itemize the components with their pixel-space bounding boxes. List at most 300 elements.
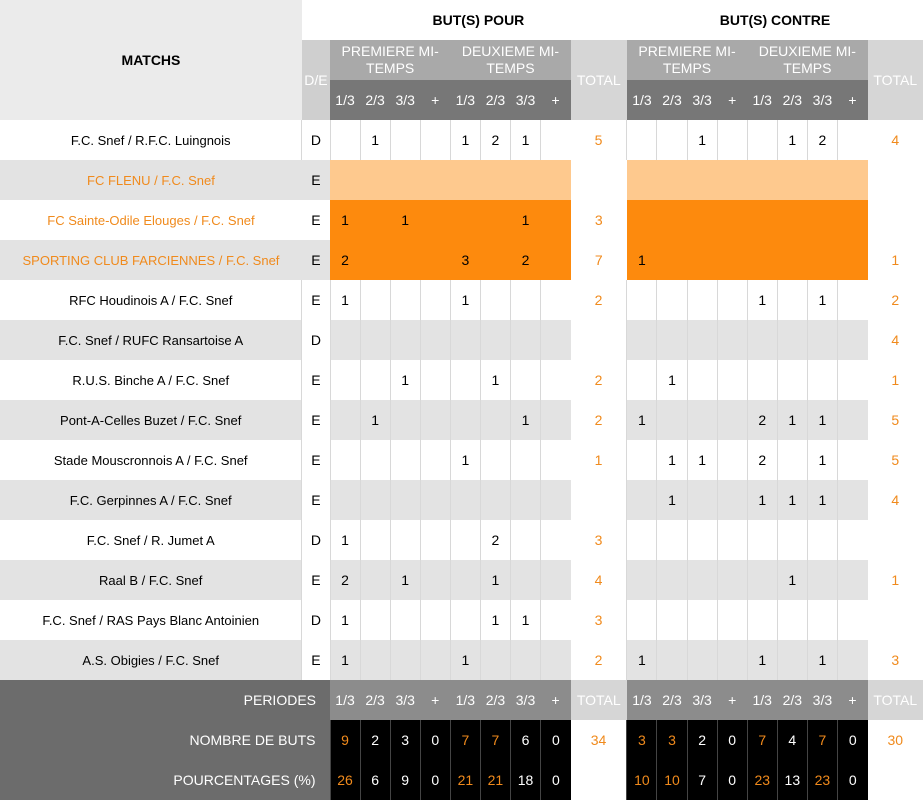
goals-against-total: 3 — [868, 640, 923, 680]
goals-against-cell: 1 — [657, 480, 687, 520]
contre-title: BUT(S) CONTRE — [627, 0, 923, 40]
goals-against-cell — [777, 360, 807, 400]
summary-value: 7 — [747, 720, 777, 760]
goals-against-cell — [657, 200, 687, 240]
goals-against-cell — [687, 600, 717, 640]
goals-for-cell — [510, 320, 540, 360]
goals-for-cell — [390, 600, 420, 640]
period-label: 3/3 — [807, 680, 837, 720]
home-away-flag: E — [302, 360, 330, 400]
goals-against-cell — [657, 240, 687, 280]
goals-against-cell: 2 — [747, 400, 777, 440]
goals-against-cell — [717, 280, 747, 320]
match-name: F.C. Snef / RUFC Ransartoise A — [0, 320, 302, 360]
goals-against-cell: 1 — [627, 400, 657, 440]
goals-for-cell — [480, 160, 510, 200]
match-name: FC FLENU / F.C. Snef — [0, 160, 302, 200]
table-row — [0, 320, 923, 360]
period-label: + — [717, 680, 747, 720]
goals-against-cell — [717, 320, 747, 360]
summary-total-label: TOTAL — [571, 680, 627, 720]
table-row — [0, 520, 923, 560]
goals-against-cell — [657, 320, 687, 360]
period-label: 1/3 — [627, 680, 657, 720]
summary-value: 0 — [420, 720, 450, 760]
home-away-flag: E — [302, 400, 330, 440]
goals-for-cell — [330, 400, 360, 440]
goals-against-cell — [717, 480, 747, 520]
goals-against-cell: 1 — [687, 120, 717, 160]
goals-against-cell: 2 — [807, 120, 837, 160]
home-away-flag: E — [302, 240, 330, 280]
summary-row — [0, 720, 923, 760]
summary-value: 6 — [360, 760, 390, 800]
goals-for-total: 5 — [571, 120, 627, 160]
summary-total: 34 — [571, 720, 627, 760]
table-row — [0, 400, 923, 440]
goals-against-total: 1 — [868, 360, 923, 400]
goals-for-cell — [480, 320, 510, 360]
summary-value: 21 — [480, 760, 510, 800]
summary-value: 26 — [330, 760, 360, 800]
goals-against-cell — [627, 120, 657, 160]
goals-for-cell — [420, 400, 450, 440]
goals-for-cell: 1 — [360, 120, 390, 160]
goals-for-cell — [510, 520, 540, 560]
goals-for-cell: 1 — [510, 400, 540, 440]
summary-value: 2 — [360, 720, 390, 760]
goals-for-cell — [360, 600, 390, 640]
goals-against-cell — [717, 440, 747, 480]
goals-for-cell — [360, 280, 390, 320]
period-header: 1/3 — [330, 80, 360, 120]
goals-for-cell — [480, 240, 510, 280]
goals-against-cell — [807, 160, 837, 200]
goals-against-cell — [717, 240, 747, 280]
goals-for-cell: 1 — [360, 400, 390, 440]
goals-against-cell — [807, 600, 837, 640]
goals-for-cell — [420, 440, 450, 480]
period-header: 1/3 — [627, 80, 657, 120]
goals-for-cell — [450, 320, 480, 360]
goals-for-cell — [510, 160, 540, 200]
goals-for-cell — [541, 600, 571, 640]
goals-against-cell: 1 — [627, 640, 657, 680]
goals-against-cell — [717, 400, 747, 440]
goals-for-cell: 1 — [450, 280, 480, 320]
goals-against-cell — [747, 240, 777, 280]
goals-for-cell — [541, 400, 571, 440]
summary-value: 13 — [777, 760, 807, 800]
home-away-flag: E — [302, 160, 330, 200]
goals-for-cell — [420, 240, 450, 280]
period-header: 2/3 — [657, 80, 687, 120]
period-label: 1/3 — [450, 680, 480, 720]
table-row — [0, 600, 923, 640]
period-header: + — [837, 80, 867, 120]
goals-for-cell — [360, 440, 390, 480]
home-away-flag: E — [302, 640, 330, 680]
goals-for-cell — [541, 120, 571, 160]
summary-value: 0 — [541, 760, 571, 800]
period-label: 2/3 — [360, 680, 390, 720]
goals-for-cell — [541, 160, 571, 200]
summary-value: 7 — [807, 720, 837, 760]
goals-for-cell: 2 — [480, 120, 510, 160]
goals-against-cell — [687, 240, 717, 280]
table-row — [0, 360, 923, 400]
goals-against-cell: 1 — [657, 360, 687, 400]
goals-against-cell — [777, 640, 807, 680]
goals-for-cell — [390, 440, 420, 480]
goals-for-cell — [541, 480, 571, 520]
goals-for-cell: 1 — [390, 200, 420, 240]
goals-for-cell — [420, 360, 450, 400]
goals-against-cell — [717, 360, 747, 400]
goals-against-cell: 1 — [807, 280, 837, 320]
summary-total — [868, 760, 923, 800]
table-row — [0, 560, 923, 600]
table-row — [0, 200, 923, 240]
goals-for-cell — [420, 560, 450, 600]
goals-for-cell — [390, 240, 420, 280]
goals-against-cell — [837, 560, 867, 600]
goals-against-cell — [747, 520, 777, 560]
goals-against-cell — [837, 200, 867, 240]
match-name: A.S. Obigies / F.C. Snef — [0, 640, 302, 680]
goals-for-cell: 1 — [450, 120, 480, 160]
goals-against-cell — [747, 160, 777, 200]
summary-value: 7 — [450, 720, 480, 760]
goals-for-cell — [510, 280, 540, 320]
goals-against-cell: 1 — [657, 440, 687, 480]
goals-against-cell — [687, 480, 717, 520]
goals-against-cell — [837, 160, 867, 200]
goals-for-cell: 1 — [330, 640, 360, 680]
goals-against-cell: 2 — [747, 440, 777, 480]
goals-against-cell: 1 — [777, 400, 807, 440]
goals-against-cell — [807, 240, 837, 280]
goals-against-cell — [777, 320, 807, 360]
goals-for-cell: 1 — [330, 520, 360, 560]
goals-for-cell: 1 — [510, 600, 540, 640]
goals-for-cell — [360, 640, 390, 680]
goals-against-total: 4 — [868, 120, 923, 160]
goals-for-cell — [390, 320, 420, 360]
goals-for-cell — [450, 200, 480, 240]
goals-for-cell — [330, 360, 360, 400]
goals-against-cell — [837, 280, 867, 320]
goals-against-total: 1 — [868, 560, 923, 600]
pour-second-half-header: DEUXIEME MI-TEMPS — [450, 40, 570, 80]
goals-for-cell — [420, 480, 450, 520]
goals-against-cell — [807, 520, 837, 560]
goals-against-cell: 1 — [807, 640, 837, 680]
goals-against-cell — [747, 560, 777, 600]
period-label: + — [420, 680, 450, 720]
summary-value: 3 — [627, 720, 657, 760]
period-label: 3/3 — [687, 680, 717, 720]
summary-value: 0 — [837, 760, 867, 800]
goals-against-cell — [807, 560, 837, 600]
period-label: 2/3 — [777, 680, 807, 720]
goals-for-cell — [541, 320, 571, 360]
home-away-flag: D — [302, 320, 330, 360]
goals-against-cell — [717, 120, 747, 160]
goals-against-cell — [687, 360, 717, 400]
goals-against-cell — [627, 360, 657, 400]
goals-for-cell — [541, 640, 571, 680]
goals-against-cell: 1 — [807, 440, 837, 480]
goals-for-cell — [420, 160, 450, 200]
goals-for-cell — [420, 520, 450, 560]
goals-against-cell — [837, 440, 867, 480]
goals-for-cell — [360, 200, 390, 240]
summary-value: 0 — [717, 760, 747, 800]
contre-second-half-header: DEUXIEME MI-TEMPS — [747, 40, 867, 80]
home-away-flag: D — [302, 600, 330, 640]
goals-against-total: 4 — [868, 320, 923, 360]
de-header: D/E — [302, 40, 330, 120]
match-name: RFC Houdinois A / F.C. Snef — [0, 280, 302, 320]
table-row — [0, 120, 923, 160]
match-name: F.C. Gerpinnes A / F.C. Snef — [0, 480, 302, 520]
goals-against-cell: 1 — [687, 440, 717, 480]
match-name: FC Sainte-Odile Elouges / F.C. Snef — [0, 200, 302, 240]
goals-for-total — [571, 160, 627, 200]
goals-against-cell: 1 — [807, 400, 837, 440]
table-row — [0, 240, 923, 280]
summary-total — [571, 760, 627, 800]
goals-for-cell — [330, 440, 360, 480]
period-label: 3/3 — [390, 680, 420, 720]
goals-against-cell — [657, 560, 687, 600]
summary-value: 2 — [687, 720, 717, 760]
pour-title: BUT(S) POUR — [302, 0, 627, 40]
goals-for-cell: 1 — [480, 360, 510, 400]
match-name: Stade Mouscronnois A / F.C. Snef — [0, 440, 302, 480]
home-away-flag: E — [302, 480, 330, 520]
goals-for-cell — [480, 280, 510, 320]
goals-for-cell — [420, 600, 450, 640]
goals-for-cell — [450, 600, 480, 640]
goals-for-cell: 1 — [330, 200, 360, 240]
summary-value: 7 — [687, 760, 717, 800]
goals-for-cell: 3 — [450, 240, 480, 280]
goals-against-total: 1 — [868, 240, 923, 280]
goals-against-cell — [837, 120, 867, 160]
goals-for-cell — [450, 400, 480, 440]
goals-for-cell — [541, 520, 571, 560]
goals-against-cell — [807, 320, 837, 360]
goals-for-total: 3 — [571, 600, 627, 640]
match-name: SPORTING CLUB FARCIENNES / F.C. Snef — [0, 240, 302, 280]
goals-for-total: 4 — [571, 560, 627, 600]
goals-for-cell — [541, 560, 571, 600]
home-away-flag: D — [302, 120, 330, 160]
summary-value: 0 — [541, 720, 571, 760]
goals-against-cell: 1 — [777, 480, 807, 520]
summary-total: 30 — [868, 720, 923, 760]
goals-for-cell: 1 — [450, 640, 480, 680]
goals-for-cell — [360, 360, 390, 400]
goals-against-cell — [747, 200, 777, 240]
goals-for-total — [571, 320, 627, 360]
goals-for-cell: 1 — [480, 560, 510, 600]
goals-for-total: 1 — [571, 440, 627, 480]
summary-value: 6 — [510, 720, 540, 760]
goals-for-cell: 2 — [480, 520, 510, 560]
goals-against-cell — [837, 520, 867, 560]
goals-against-cell — [687, 200, 717, 240]
goals-against-cell — [687, 520, 717, 560]
goals-for-cell — [510, 560, 540, 600]
goals-for-cell — [390, 400, 420, 440]
period-header: 3/3 — [510, 80, 540, 120]
goals-against-cell — [627, 520, 657, 560]
goals-against-cell — [777, 600, 807, 640]
goals-against-cell — [837, 320, 867, 360]
summary-value: 4 — [777, 720, 807, 760]
goals-for-cell — [390, 280, 420, 320]
goals-against-cell: 1 — [747, 640, 777, 680]
pour-total-header: TOTAL — [571, 40, 627, 120]
goals-against-cell: 1 — [747, 480, 777, 520]
goals-against-cell — [687, 640, 717, 680]
home-away-flag: D — [302, 520, 330, 560]
goals-against-cell — [747, 600, 777, 640]
table-row — [0, 640, 923, 680]
goals-for-cell — [360, 480, 390, 520]
match-name: F.C. Snef / R. Jumet A — [0, 520, 302, 560]
table-row — [0, 440, 923, 480]
goals-for-cell: 1 — [510, 120, 540, 160]
goals-against-cell — [807, 200, 837, 240]
goals-for-cell — [541, 440, 571, 480]
goals-for-total: 2 — [571, 640, 627, 680]
summary-total-label: TOTAL — [868, 680, 923, 720]
home-away-flag: E — [302, 560, 330, 600]
goals-for-cell — [480, 440, 510, 480]
summary-label: PERIODES — [0, 680, 330, 720]
goals-for-cell — [450, 560, 480, 600]
goals-for-cell — [390, 520, 420, 560]
period-header: 1/3 — [450, 80, 480, 120]
match-name: R.U.S. Binche A / F.C. Snef — [0, 360, 302, 400]
goals-for-cell: 1 — [390, 560, 420, 600]
table-row — [0, 280, 923, 320]
goals-against-cell — [657, 280, 687, 320]
period-label: 3/3 — [510, 680, 540, 720]
goals-against-cell — [837, 360, 867, 400]
summary-value: 18 — [510, 760, 540, 800]
goals-for-total: 2 — [571, 400, 627, 440]
goals-against-cell — [657, 120, 687, 160]
goals-for-cell — [360, 320, 390, 360]
home-away-flag: E — [302, 440, 330, 480]
goals-for-cell — [420, 200, 450, 240]
period-header: 1/3 — [747, 80, 777, 120]
goals-for-cell — [360, 240, 390, 280]
summary-value: 23 — [807, 760, 837, 800]
goals-for-cell — [420, 280, 450, 320]
home-away-flag: E — [302, 280, 330, 320]
goals-for-cell — [480, 480, 510, 520]
goals-against-total: 5 — [868, 440, 923, 480]
goals-against-cell — [657, 400, 687, 440]
goals-against-cell — [837, 640, 867, 680]
summary-value: 0 — [420, 760, 450, 800]
summary-value: 3 — [657, 720, 687, 760]
goals-for-cell: 1 — [480, 600, 510, 640]
goals-for-cell — [330, 320, 360, 360]
match-name: Pont-A-Celles Buzet / F.C. Snef — [0, 400, 302, 440]
table-row — [0, 480, 923, 520]
matchs-header: MATCHS — [0, 0, 302, 120]
goals-against-cell — [837, 480, 867, 520]
period-header: + — [541, 80, 571, 120]
goals-for-cell — [541, 240, 571, 280]
goals-against-cell — [777, 160, 807, 200]
goals-for-cell: 1 — [390, 360, 420, 400]
goals-for-cell — [360, 520, 390, 560]
goals-against-cell: 1 — [777, 120, 807, 160]
goals-against-cell — [717, 560, 747, 600]
summary-value: 10 — [657, 760, 687, 800]
goals-for-total: 2 — [571, 280, 627, 320]
match-name: F.C. Snef / R.F.C. Luingnois — [0, 120, 302, 160]
goals-against-cell — [687, 560, 717, 600]
period-header: 2/3 — [360, 80, 390, 120]
goals-for-cell — [390, 480, 420, 520]
period-label: 1/3 — [747, 680, 777, 720]
goals-against-cell — [747, 120, 777, 160]
summary-value: 23 — [747, 760, 777, 800]
goals-for-cell — [480, 640, 510, 680]
goals-against-cell — [687, 280, 717, 320]
summary-value: 9 — [390, 760, 420, 800]
period-label: 1/3 — [330, 680, 360, 720]
goals-for-cell — [360, 160, 390, 200]
goals-against-cell — [807, 360, 837, 400]
pour-first-half-header: PREMIERE MI-TEMPS — [330, 40, 450, 80]
summary-value: 7 — [480, 720, 510, 760]
goals-for-cell — [390, 640, 420, 680]
goals-against-cell — [777, 240, 807, 280]
goals-for-cell — [541, 280, 571, 320]
goals-against-cell — [627, 440, 657, 480]
goals-for-total: 2 — [571, 360, 627, 400]
goals-against-total — [868, 200, 923, 240]
period-header: 3/3 — [390, 80, 420, 120]
goals-against-total — [868, 600, 923, 640]
goals-for-cell — [360, 560, 390, 600]
goals-against-total: 5 — [868, 400, 923, 440]
goals-against-cell — [837, 600, 867, 640]
goals-against-cell — [657, 160, 687, 200]
goals-for-cell: 1 — [510, 200, 540, 240]
goals-against-cell — [657, 600, 687, 640]
goals-for-cell: 1 — [330, 280, 360, 320]
goals-against-cell — [657, 520, 687, 560]
goals-for-cell: 1 — [450, 440, 480, 480]
period-header: 3/3 — [687, 80, 717, 120]
goals-for-cell — [510, 640, 540, 680]
goals-against-total: 2 — [868, 280, 923, 320]
goals-for-cell — [330, 120, 360, 160]
period-label: 2/3 — [657, 680, 687, 720]
contre-total-header: TOTAL — [868, 40, 923, 120]
